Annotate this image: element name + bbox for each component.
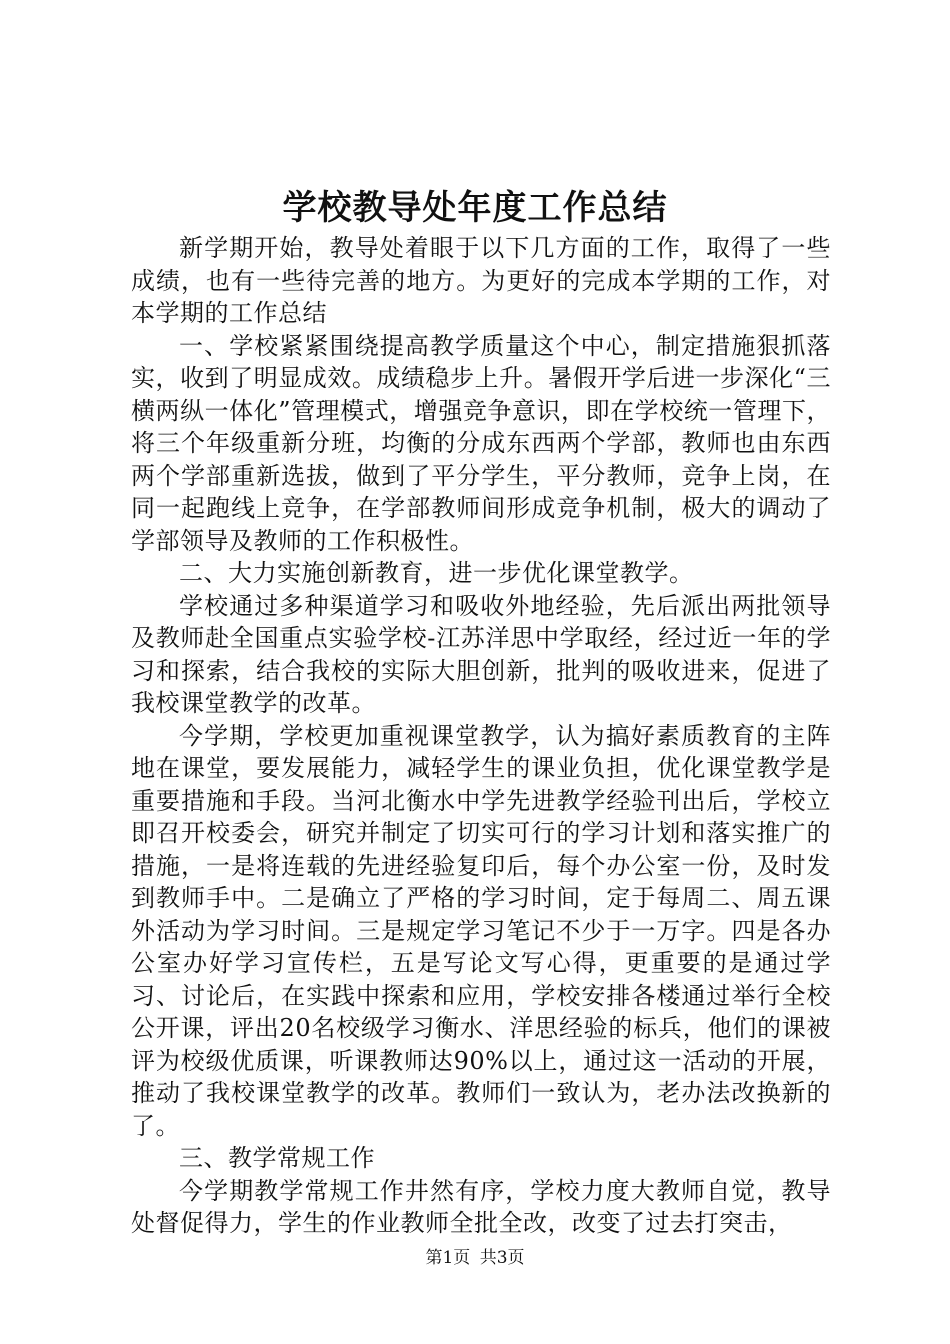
document-body [131, 232, 831, 1240]
document-title: 学校教导处年度工作总结 [282, 188, 668, 228]
paragraph-section-2a: 学校通过多种渠道学习和吸收外地经验，先后派出两批领导及教师赴全国重点实验学校-江苏洋思中学取经，经过近一年的学习和探索，结合我校的实际大胆创新，批判的吸收进来，促进了我校课堂教学的改革。 [131, 591, 831, 717]
paragraph-section-1: 一、学校紧紧围绕提高教学质量这个中心，制定措施狠抓落实，收到了明显成效。成绩稳步上升。暑假开学后进一步深化“三横两纵一体化”管理模式，增强竞争意识，即在学校统一管理下，将三个年级重新分班，均衡的分成东西两个学部，教师也由东西两个学部重新选拔，做到了平分学生，平分教师，竞争上岗，在同一起跑线上竞争，在学部教师间形成竞争机制，极大的调动了学部领导及教师的工作积极性。 [131, 331, 831, 555]
page-footer [0, 1243, 950, 1268]
section-heading-2: 二、大力实施创新教育，进一步优化课堂教学。 [179, 559, 694, 587]
page-total: 共3页 [479, 1248, 525, 1268]
paragraph-intro: 新学期开始，教导处着眼于以下几方面的工作，取得了一些成绩，也有一些待完善的地方。为更好的完成本学期的工作，对本学期的工作总结 [131, 234, 831, 327]
section-heading-3: 三、教学常规工作 [179, 1144, 375, 1172]
page-number: 第1页 [425, 1248, 471, 1268]
paragraph-section-3: 今学期教学常规工作井然有序，学校力度大教师自觉，教导处督促得力，学生的作业教师全批全改，改变了过去打突击， [131, 1176, 831, 1237]
paragraph-section-2b: 今学期，学校更加重视课堂教学，认为搞好素质教育的主阵地在课堂，要发展能力，减轻学生的课业负担，优化课堂教学是重要措施和手段。当河北衡水中学先进教学经验刊出后，学校立即召开校委会，研究并制定了切实可行的学习计划和落实推广的措施，一是将连载的先进经验复印后，每个办公室一份，及时发到教师手中。二是确立了严格的学习时间，定于每周二、周五课外活动为学习时间。三是规定学习笔记不少于一万字。四是各办公室办好学习宣传栏，五是写论文写心得，更重要的是通过学习、讨论后，在实践中探索和应用，学校安排各楼通过举行全校公开课，评出20名校级学习衡水、洋思经验的标兵，他们的课被评为校级优质课，听课教师达90%以上，通过这一活动的开展，推动了我校课堂教学的改革。教师们一致认为，老办法改换新的了。 [131, 721, 831, 1140]
